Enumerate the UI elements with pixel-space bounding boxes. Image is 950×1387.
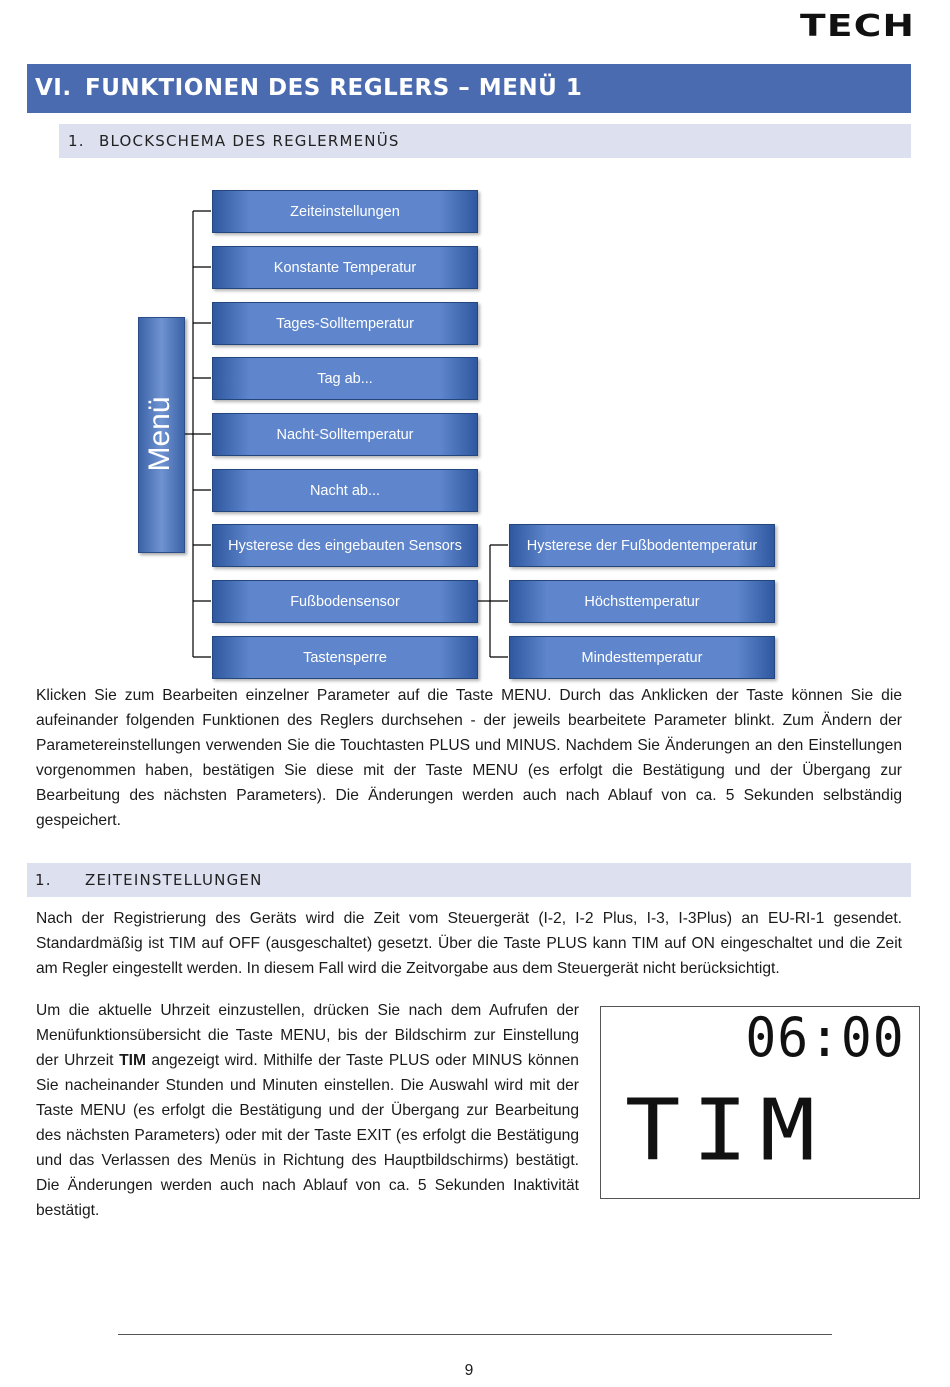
node-konstante-temperatur: Konstante Temperatur (212, 246, 478, 289)
page-number: 9 (464, 1362, 474, 1379)
lcd-code: TIM (625, 1081, 828, 1180)
section-heading (27, 64, 911, 113)
node-zeiteinstellungen: Zeiteinstellungen (212, 190, 478, 233)
node-tag-ab: Tag ab... (212, 357, 478, 400)
tech-logo: TECH (800, 9, 916, 44)
node-hysterese-eingebauter-sensor: Hysterese des eingebauten Sensors (212, 524, 478, 567)
subsection-number: 1. (35, 871, 52, 889)
lcd-display (600, 1006, 920, 1199)
node-tages-solltemperatur: Tages-Solltemperatur (212, 302, 478, 345)
node-tastensperre: Tastensperre (212, 636, 478, 679)
section-number: VI. (35, 75, 72, 101)
menu-root-label: Menü (143, 396, 176, 472)
subsection-title: ZEITEINSTELLUNGEN (85, 871, 263, 889)
node-nacht-ab: Nacht ab... (212, 469, 478, 512)
subsection-heading-zeiteinstellungen (27, 863, 911, 897)
node-nacht-solltemperatur: Nacht-Solltemperatur (212, 413, 478, 456)
subsection-number: 1. (68, 132, 85, 150)
intro-paragraph: Klicken Sie zum Bearbeiten einzelner Parameter auf die Taste MENU. Durch das Anklicken der Taste können Sie die aufeinander folgenden Funktionen des Reglers durchsehen - der jeweils bearbeitete Parameter blinkt. Zum Ändern der Parametereinstellungen verwenden Sie die Touchtasten PLUS und MINUS. Nachdem Sie Änderungen an den Einstellungen vorgenommen haben, bestätigen Sie diese mit der Taste MENU (es erfolgt die Bestätigung und der Übergang zur Bearbeitung des nächsten Parameters). Die Änderungen werden auch nach Ablauf von ca. 5 Sekunden selbständig gespeichert. (36, 687, 902, 829)
uhrzeit-text-after: angezeigt wird. Mithilfe der Taste PLUS oder MINUS können Sie nacheinander Stunden und Minuten einstellen. Die Auswahl wird mit der Taste MENU (es erfolgt die Bestätigung und der Übergang zur Bearbeitung des nächsten Parameters) oder mit der Taste EXIT (es erfolgt die Bestätigung und das Verlassen des Menüs in Richtung des Hauptbildschirms) bestätigt. Die Änderungen werden auch nach Ablauf von ca. 5 Sekunden Inaktivität bestätigt. (36, 1052, 579, 1219)
subsection-heading-blockschema (59, 124, 911, 158)
node-hysterese-fussbodentemperatur: Hysterese der Fußbodentemperatur (509, 524, 775, 567)
subsection-title: BLOCKSCHEMA DES REGLERMENÜS (99, 132, 400, 150)
uhrzeit-text-before: Um die aktuelle Uhrzeit einzustellen, drücken Sie nach dem Aufrufen der Menüfunktionsübersicht die Taste MENU, bis der Bildschirm zur Einstellung der Uhrzeit (36, 1002, 579, 1069)
node-mindesttemperatur: Mindesttemperatur (509, 636, 775, 679)
section-title: FUNKTIONEN DES REGLERS – MENÜ 1 (85, 75, 583, 101)
footer-divider (118, 1334, 832, 1335)
node-hoechsttemperatur: Höchsttemperatur (509, 580, 775, 623)
uhrzeit-paragraph (36, 998, 579, 1223)
node-fussbodensensor: Fußbodensensor (212, 580, 478, 623)
zeit-paragraph: Nach der Registrierung des Geräts wird die Zeit vom Steuergerät (I-2, I-2 Plus, I-3, I-3Plus) an EU-RI-1 gesendet. Standardmäßig ist TIM auf OFF (ausgeschaltet) gesetzt. Über die Taste PLUS kann TIM auf ON eingeschaltet und die Zeit am Regler eingestellt werden. In diesem Fall wird die Zeitvorgabe aus dem Steuergerät nicht berücksichtigt. (36, 910, 902, 977)
lcd-time: 06:00 (745, 1006, 905, 1069)
uhrzeit-text-bold: TIM (119, 1052, 146, 1069)
